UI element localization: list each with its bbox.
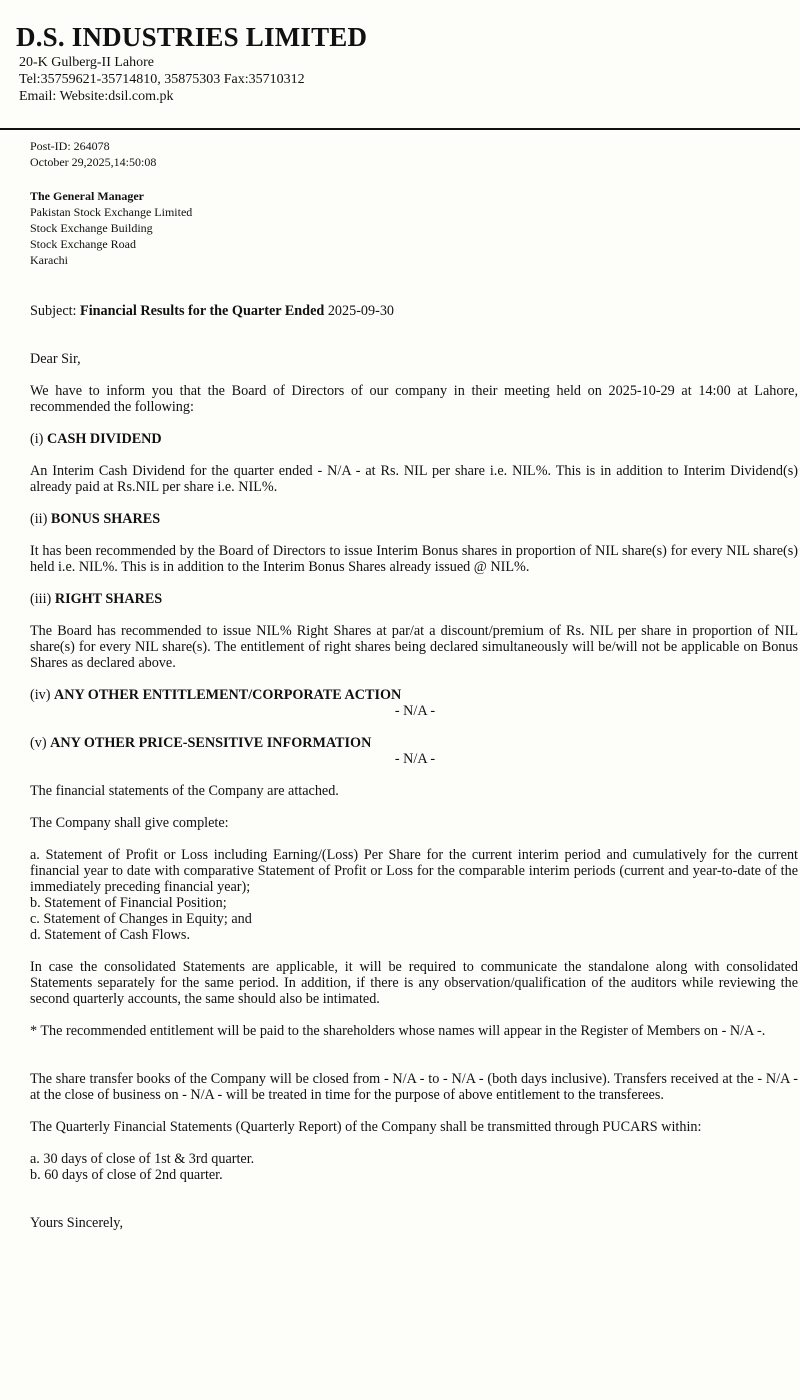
price-sensitive-value: - N/A - [394, 751, 436, 767]
subject-date: 2025-09-30 [327, 303, 395, 319]
post-datetime: October 29,2025,14:50:08 [30, 155, 157, 169]
cash-dividend-body: An Interim Cash Dividend for the quarter ended - N/A - at Rs. NIL per share i.e. NIL%. This is in addition to Interim Dividend(s) already paid at Rs.NIL per share i.e. NIL%. [30, 463, 798, 495]
pucars-item-a: a. 30 days of close of 1st & 3rd quarter. [30, 1151, 255, 1167]
section-heading-right-shares [30, 591, 798, 607]
statement-item-b: b. Statement of Financial Position; [30, 895, 227, 911]
section-heading-bonus-shares [30, 511, 798, 527]
intro-paragraph: We have to inform you that the Board of Directors of our company in their meeting held on 2025-10-29 at 14:00 at Lahore, recommended the following: [30, 383, 798, 415]
other-entitlement-value: - N/A - [394, 703, 436, 719]
closing: Yours Sincerely, [30, 1215, 124, 1231]
subject-text: Financial Results for the Quarter Ended [80, 303, 325, 319]
company-phone-fax: Tel:35759621-35714810, 35875303 Fax:35710312 [19, 72, 305, 87]
section-number: (i) [30, 431, 44, 447]
statement-item-c: c. Statement of Changes in Equity; and [30, 911, 252, 927]
section-heading-other-entitlement [30, 687, 798, 703]
company-name: D.S. INDUSTRIES LIMITED [16, 22, 368, 52]
section-number: (iii) [30, 591, 52, 607]
recipient-line: Stock Exchange Building [30, 221, 153, 235]
consolidated-paragraph: In case the consolidated Statements are applicable, it will be required to communicate the standalone along with consolidated Statements separately for the same period. In addition, if there is any observation/qualification of the auditors while reviewing the second quarterly accounts, the same should also be intimated. [30, 959, 798, 1007]
section-title: RIGHT SHARES [54, 591, 163, 607]
section-title: CASH DIVIDEND [46, 431, 162, 447]
recipient-line: Pakistan Stock Exchange Limited [30, 205, 193, 219]
right-shares-body: The Board has recommended to issue NIL% Right Shares at par/at a discount/premium of Rs. NIL per share in proportion of NIL share(s) for every NIL share(s). The entitlement of right shares being declared simultaneously will be/will not be applicable on Bonus Shares as declared above. [30, 623, 798, 671]
give-complete-statement: The Company shall give complete: [30, 815, 229, 831]
pucars-item-b: b. 60 days of close of 2nd quarter. [30, 1167, 223, 1183]
statement-item-d: d. Statement of Cash Flows. [30, 927, 190, 943]
transfer-books-paragraph: The share transfer books of the Company will be closed from - N/A - to - N/A - (both days inclusive). Transfers received at the - N/A - at the close of business on - N/A - will be treated in time for the purpose of above entitlement to the transferees. [30, 1071, 798, 1103]
pucars-paragraph: The Quarterly Financial Statements (Quarterly Report) of the Company shall be transmitted through PUCARS within: [30, 1119, 702, 1135]
company-address: 20-K Gulberg-II Lahore [19, 55, 155, 70]
section-number: (iv) [30, 687, 51, 703]
post-id: Post-ID: 264078 [30, 139, 110, 153]
entitlement-note: * The recommended entitlement will be paid to the shareholders whose names will appear in the Register of Members on - N/A -. [30, 1023, 766, 1039]
bonus-shares-body: It has been recommended by the Board of Directors to issue Interim Bonus shares in proportion of NIL share(s) for every NIL share(s) held i.e. NIL%. This is in addition to the Interim Bonus Shares already issued @ NIL%. [30, 543, 798, 575]
recipient-line: Stock Exchange Road [30, 237, 136, 251]
section-heading-price-sensitive [30, 735, 798, 751]
subject-label: Subject: [30, 303, 77, 319]
company-email-website: Email: Website:dsil.com.pk [19, 89, 174, 104]
attached-statement: The financial statements of the Company are attached. [30, 783, 339, 799]
section-title: BONUS SHARES [50, 511, 161, 527]
section-title: ANY OTHER ENTITLEMENT/CORPORATE ACTION [54, 687, 402, 703]
salutation: Dear Sir, [30, 351, 81, 367]
recipient-title: The General Manager [30, 189, 144, 203]
section-number: (ii) [30, 511, 48, 527]
recipient-city: Karachi [30, 253, 68, 267]
section-number: (v) [30, 735, 47, 751]
section-heading-cash-dividend [30, 431, 798, 447]
statement-item-a: a. Statement of Profit or Loss including Earning/(Loss) Per Share for the current interim period and cumulatively for the current financial year to date with comparative Statement of Profit or Loss for the comparable interim periods (current and year-to-date of the immediately preceding financial year); [30, 847, 798, 895]
subject-line [30, 303, 798, 319]
letterhead [0, 0, 800, 130]
section-title: ANY OTHER PRICE-SENSITIVE INFORMATION [50, 735, 372, 751]
